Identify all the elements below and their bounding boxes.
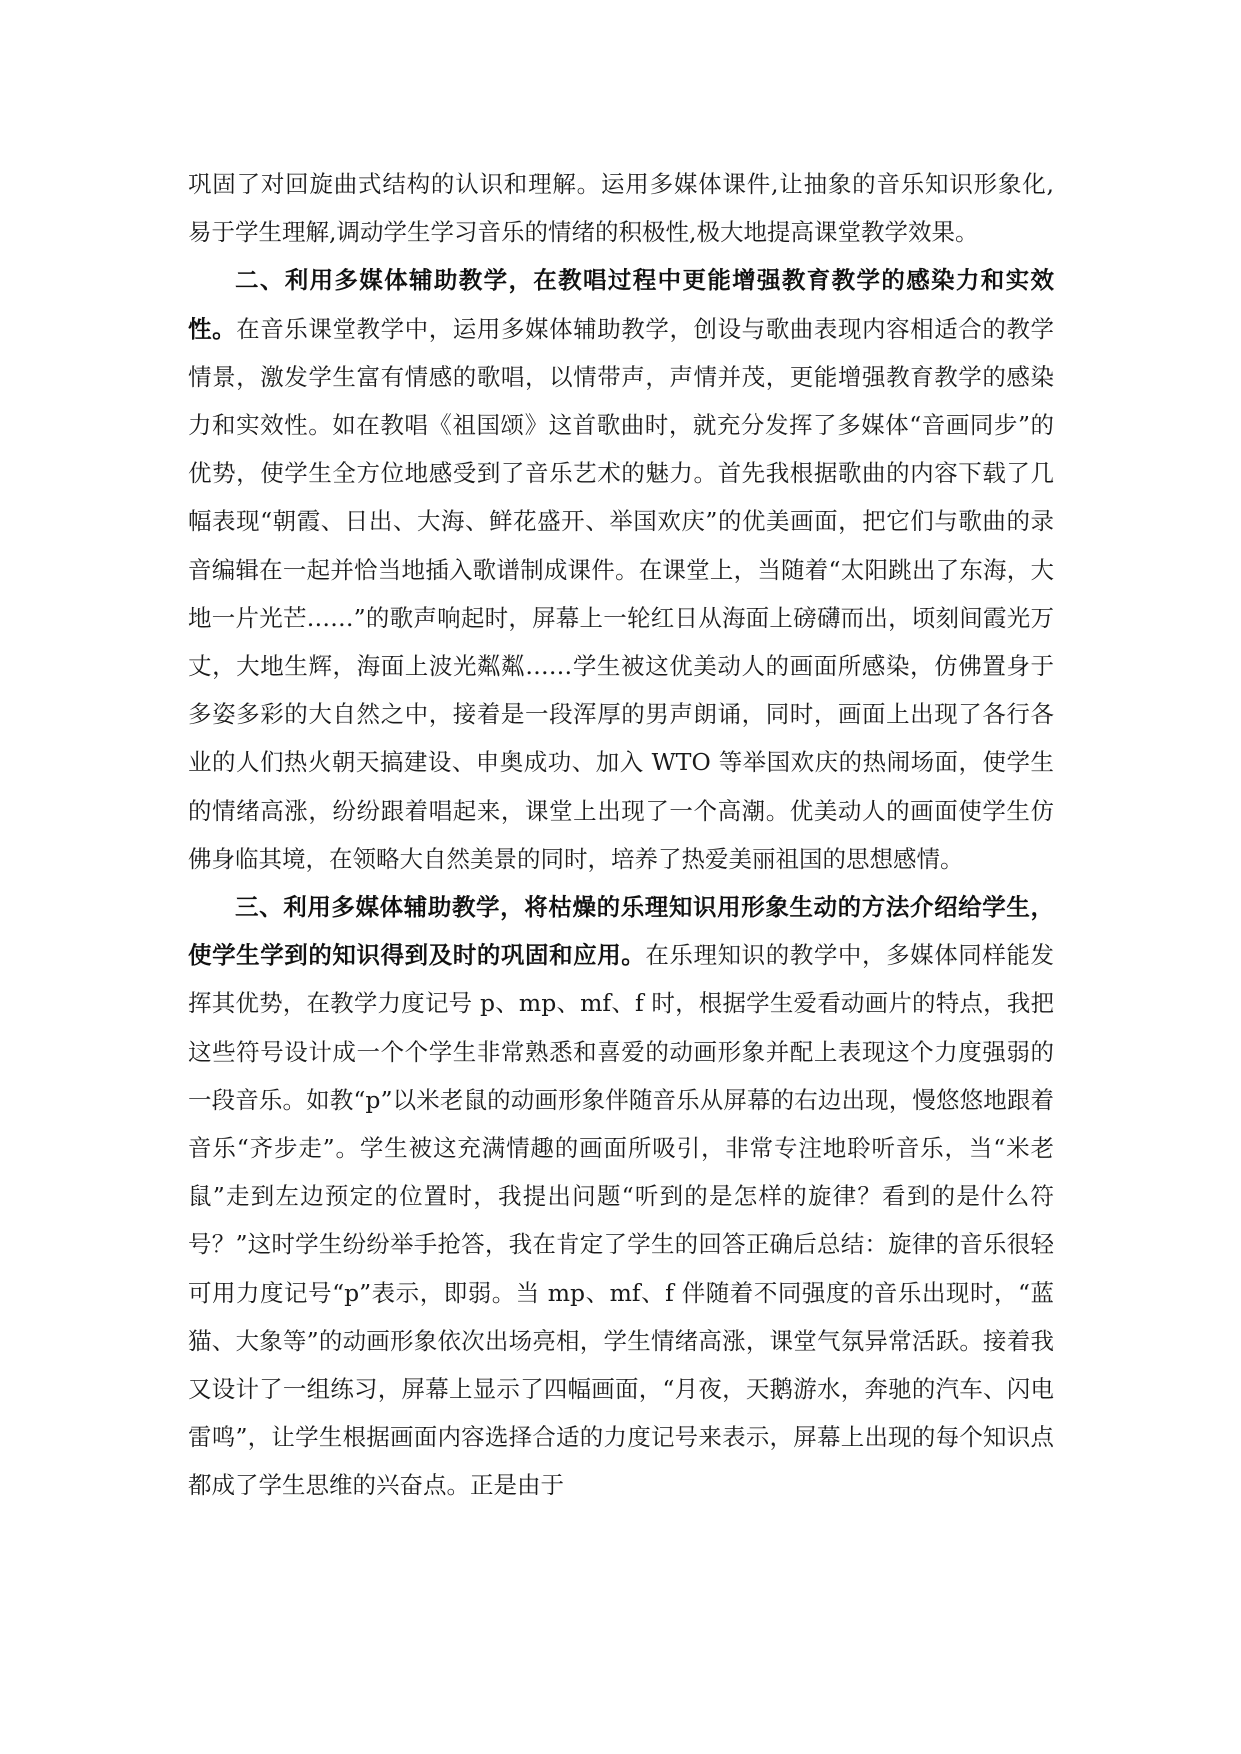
body-text: [188, 160, 1054, 1510]
paragraph-body: 在音乐课堂教学中，运用多媒体辅助教学，创设与歌曲表现内容相适合的教学情景，激发学生富有情感的歌唱，以情带声，声情并茂，更能增强教育教学的感染力和实效性。如在教唱《祖国颂》这首歌曲时，就充分发挥了多媒体“音画同步”的优势，使学生全方位地感受到了音乐艺术的魅力。首先我根据歌曲的内容下载了几幅表现“朝霞、日出、大海、鲜花盛开、举国欢庆”的优美画面，把它们与歌曲的录音编辑在一起并恰当地插入歌谱制成课件。在课堂上，当随着“太阳跳出了东海，大地一片光芒……”的歌声响起时，屏幕上一轮红日从海面上磅礴而出，顷刻间霞光万丈，大地生辉，海面上波光粼粼……学生被这优美动人的画面所感染，仿佛置身于多姿多彩的大自然之中，接着是一段浑厚的男声朗诵，同时，画面上出现了各行各业的人们热火朝天搞建设、申奥成功、加入 WTO 等举国欢庆的热闹场面，使学生的情绪高涨，纷纷跟着唱起来，课堂上出现了一个高潮。优美动人的画面使学生仿佛身临其境，在领略大自然美景的同时，培养了热爱美丽祖国的思想感情。: [188, 314, 1055, 873]
paragraph-body: 巩固了对回旋曲式结构的认识和理解。运用多媒体课件,让抽象的音乐知识形象化, 易于学生理解,调动学生学习音乐的情绪的积极性,极大地提高课堂教学效果。: [188, 170, 1054, 247]
section-heading: 三、利用多媒体辅助教学，将枯燥的乐理知识用形象生动的方法介绍给学生，使学生学到的知识得到及时的巩固和应用。: [188, 893, 1054, 970]
section-heading: 二、利用多媒体辅助教学，在教唱过程中更能增强教育教学的感染力和实效性。: [188, 266, 1054, 343]
paragraph-section-three: [188, 883, 1054, 1510]
paragraph-section-two: [188, 256, 1054, 883]
paragraph-body: 在乐理知识的教学中，多媒体同样能发挥其优势，在教学力度记号 p、mp、mf、f 时，根据学生爱看动画片的特点，我把这些符号设计成一个个学生非常熟悉和喜爱的动画形象并配上表现这个力度强弱的一段音乐。如教“p”以米老鼠的动画形象伴随音乐从屏幕的右边出现，慢悠悠地跟着音乐“齐步走”。学生被这充满情趣的画面所吸引，非常专注地聆听音乐，当“米老鼠”走到左边预定的位置时，我提出问题“听到的是怎样的旋律？看到的是什么符号？”这时学生纷纷举手抢答，我在肯定了学生的回答正确后总结：旋律的音乐很轻可用力度记号“p”表示，即弱。当 mp、mf、f 伴随着不同强度的音乐出现时，“蓝猫、大象等”的动画形象依次出场亮相，学生情绪高涨，课堂气氛异常活跃。接着我又设计了一组练习，屏幕上显示了四幅画面，“月夜，天鹅游水，奔驰的汽车、闪电雷鸣”，让学生根据画面内容选择合适的力度记号来表示，屏幕上出现的每个知识点都成了学生思维的兴奋点。正是由于: [188, 941, 1055, 1500]
paragraph-continuation: [188, 160, 1054, 256]
